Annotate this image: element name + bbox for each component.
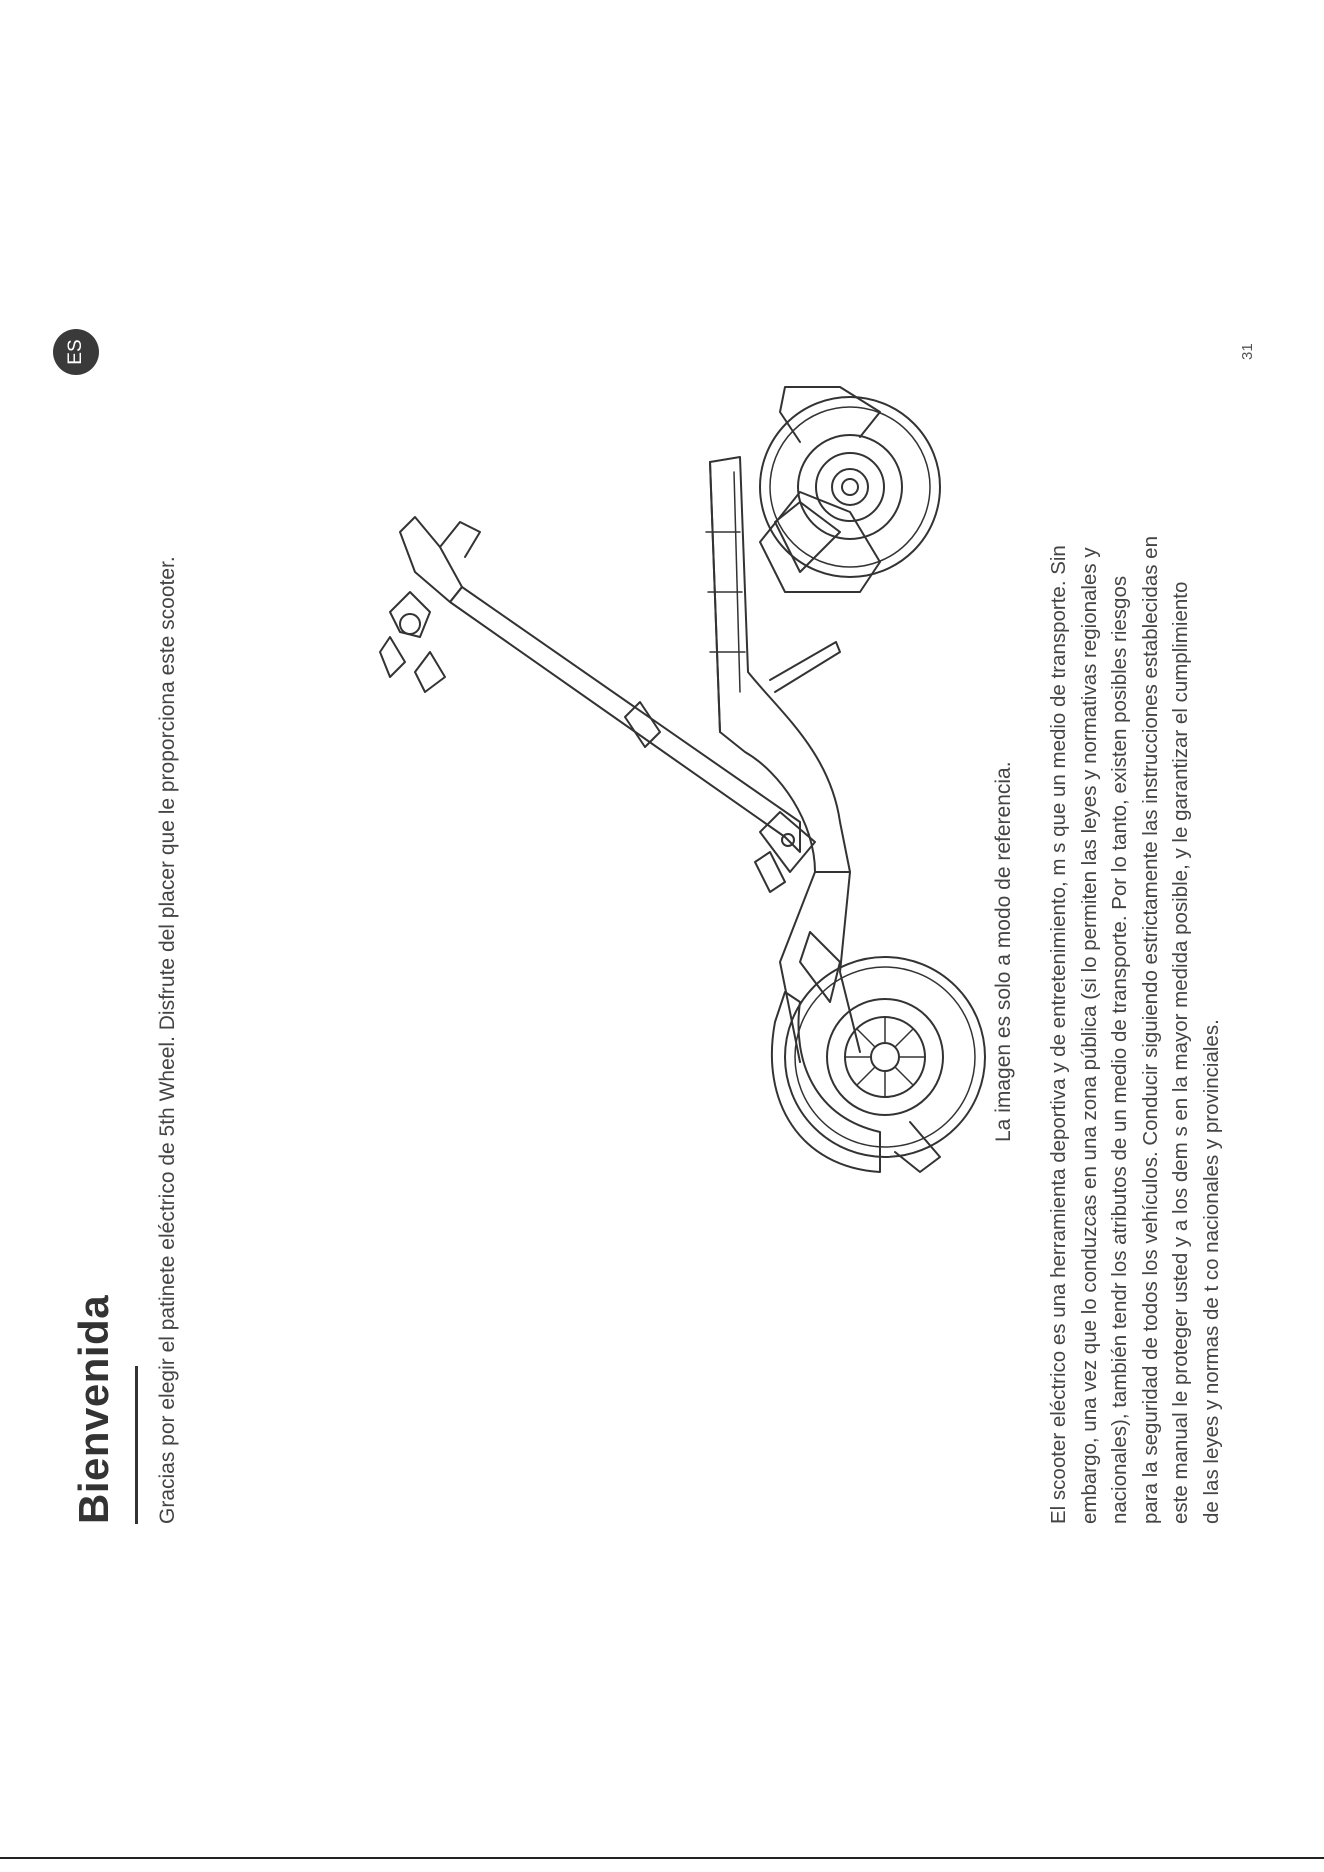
page-title: Bienvenida [70,1294,117,1524]
body-line: de las leyes y normas de t co nacionales y provinciales. [1199,1019,1223,1524]
language-badge [53,329,99,375]
body-line: embargo, una vez que lo conduzcas en una zona pública (si lo permiten las leyes y normativas regionales y [1077,547,1101,1524]
figure-caption: La imagen es solo a modo de referencia. [992,761,1015,1142]
body-line: El scooter eléctrico es una herramienta deportiva y de entretenimiento, m s que un medio de transporte. Sin [1047,545,1070,1524]
language-badge-label: ES [65,339,86,365]
body-paragraph [1044,464,1227,1524]
scooter-illustration [240,282,1000,1292]
page-number: 31 [1239,343,1256,360]
body-line: para la seguridad de todos los vehículos. Conducir siguiendo estrictamente las instrucciones establecidas en [1138,536,1162,1524]
title-underline [135,1366,138,1524]
rear-wheel-icon [785,957,985,1157]
bottom-edge-rule [0,1857,1324,1859]
body-line: este manual le proteger usted y a los dem s en la mayor medida posible, y le garantizar el cumplimiento [1169,581,1192,1524]
body-line: nacionales), también tendr los atributos de un medio de transporte. Por lo tanto, existen posibles riesgos [1108,575,1131,1524]
intro-text: Gracias por elegir el patinete eléctrico de 5th Wheel. Disfrute del placer que le proporciona este scooter. [156,556,179,1524]
